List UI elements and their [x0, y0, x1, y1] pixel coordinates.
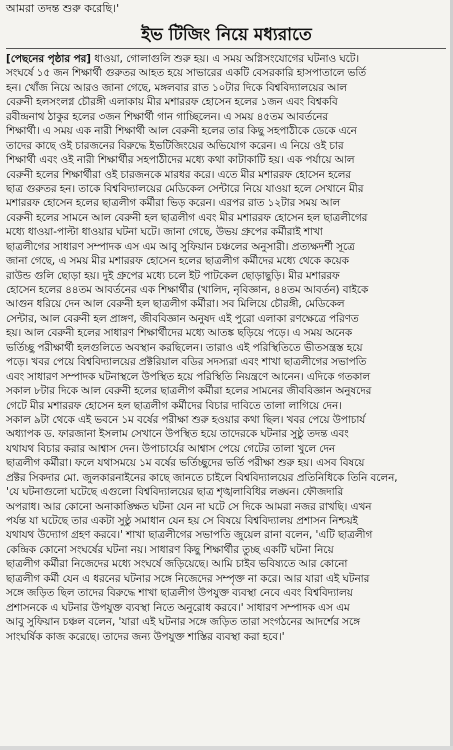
body-line: সকাল ৯টা থেকে এই ভবনে ১ম বর্ষের পরীক্ষা শুরু হওয়ার কথা ছিল। খবর পেয়ে উপাচার্য	[6, 413, 366, 426]
body-line: জানা গেছে, এ সময় মীর মশাররফ হোসেন হলের ছাত্রলীগ কর্মীদের মধ্যে থেকে কয়েক	[6, 255, 349, 268]
body-line: সাংঘর্ষিক কাজ করেছে। তাদের জন্য উপযুক্ত শাস্তির ব্যবস্থা করা হবে।'	[6, 630, 285, 643]
body-line: তাদের কাছে ওই চারজনের বিরুদ্ধে ইভটিজিংয়ের অভিযোগ করেন। এ নিয়ে ওই চার	[6, 139, 344, 152]
body-line: গেটে মীর মশাররফ হোসেন হল ছাত্রলীগ কর্মীদের বিচার দাবিতে তালা লাগিয়ে দেন।	[6, 399, 342, 412]
body-line: প্রশাসনকে এ ঘটনার উপযুক্ত ব্যবস্থা নিতে অনুরোধ করবে।' সাধারণ সম্পাদক এস এম	[6, 601, 350, 614]
body-line: প্রক্টর সিকদার মো. জুলকারনাইনের কাছে জানতে চাইলে বিশ্ববিদ্যালয়ের প্রতিনিধিকে তিনি বলেন,	[6, 471, 398, 484]
body-line: ছাত্রলীগের সাধারণ সম্পাদক এস এম আবু সুফিয়ান চঞ্চলের অনুসারী। প্রত্যক্ষদর্শী সূত্রে	[6, 240, 355, 253]
body-line: অপরাধ। আর কোনো অনাকাঙ্ক্ষিত ঘটনা যেন না ঘটে সে দিকে আমরা নজর রাখছি। এখন	[6, 500, 372, 513]
body-line: ভর্তিচ্ছু পরীক্ষার্থী হলগুলিতে অবস্থান করছিলেন। তারাও এই পরিস্থিতিতে ভীতসন্ত্রস্ত হয়ে	[6, 341, 363, 354]
body-line: বেরুনী হলের সামনে আল বেরুনী হল ছাত্রলীগ এবং মীর মশাররফ হোসেন হল ছাত্রলীগের	[6, 211, 368, 224]
body-line: পড়ে। খবর পেয়ে বিশ্ববিদ্যালয়ের প্রক্টরিয়াল বডির সদস্যরা এবং শাখা ছাত্রলীগের সভাপতি	[6, 356, 367, 369]
body-line: ছাত্রলীগ কর্মীরা নিজেদের মধ্যে সংঘর্ষে জড়িয়েছে। আমি চাইব ভবিষ্যতে আর কোনো	[6, 558, 348, 571]
headline-rule	[6, 48, 446, 49]
body-line: শিক্ষার্থী এবং ওই নারী শিক্ষার্থীর সহপাঠীদের মধ্যে কথা কাটাকাটি হয়। এক পর্যায়ে আল	[6, 154, 355, 167]
body-line: বেরুনী হলসংলগ্ন চৌরঙ্গী এলাকায় মীর মশাররফ হোসেন হলের ১জন এবং বিশ্বকবি	[6, 96, 338, 109]
article-headline: ইভ টিজিং নিয়ে মধ্যরাতে	[141, 25, 312, 45]
body-line: আগুন ধরিয়ে দেন আল বেরুনী হল ছাত্রলীগ কর্মীরা। সব মিলিয়ে চৌরঙ্গী, মেডিকেল	[6, 298, 345, 311]
body-line: ছাত্রলীগ কর্মী যেন এ ধরনের ঘটনার সঙ্গে নিজেদের সম্পৃক্ত না করে। আর যারা এই ঘটনার	[6, 572, 370, 585]
body-line: মশাররফ হোসেন হলের ছাত্রলীগ কর্মীরা ভিড় করেন। এরপর রাত ১২টার সময় আল	[6, 197, 341, 210]
clipping-edge-bottom	[0, 746, 453, 750]
body-line: অধ্যাপক ড. ফারজানা ইসলাম সেখানে উপস্থিত হয়ে তাদেরকে ঘটনার সুষ্ঠু তদন্ত এবং	[6, 428, 349, 441]
body-line: বেরুনী হলের শিক্ষার্থীরা ওই চারজনকে মারধর করে। এতে মীর মশাররফ হোসেন হলের	[6, 168, 351, 181]
body-line: হোসেন হলের ৪৪তম আবর্তনের এক শিক্ষার্থীর (খালিদ, নৃবিজ্ঞান, ৪৪তম আবর্তন) বাইকে	[6, 284, 369, 296]
body-line: শিক্ষার্থী। এ সময় এক নারী শিক্ষার্থী আল বেরুনী হলের তার কিছু সহপাঠীকে ডেকে এনে	[6, 125, 357, 138]
body-line: আবু সুফিয়ান চঞ্চল বলেন, 'যারা এই ঘটনার সঙ্গে জড়িত তারা সংগঠনের আদর্শের সঙ্গে	[6, 616, 360, 629]
body-line: সেন্টার, আল বেরুনী হল প্রাঙ্গণ, জীববিজ্ঞান অনুষদ এই পুরো এলাকা রণক্ষেত্রে পরিণত	[6, 312, 359, 325]
body-line: রবীন্দ্রনাথ ঠাকুর হলের ৩জন শিক্ষার্থী গান গাচ্ছিলেন। এ সময় ৪৫তম আবর্তনের	[6, 110, 329, 123]
body-line: সঙ্গে জড়িত ছিল তাদের বিরুদ্ধে শাখা ছাত্রলীগ উপযুক্ত ব্যবস্থা নেবে এবং বিশ্ববিদ্যালয়	[6, 587, 353, 600]
body-line: [পেছনের পৃষ্ঠার পর] ধাওয়া, গোলাগুলি শুরু হয়। এ সময় অগ্নিসংযোগের ঘটনাও ঘটে।	[6, 53, 360, 65]
body-line: পর্যন্ত যা ঘটেছে তার একটা সুষ্ঠু সমাধান যেন হয় সে বিষয়ে বিশ্ববিদ্যালয় প্রশাসন নিশ্চয়ই	[6, 515, 358, 527]
body-line: ছাত্র গুরুতর হন। তাকে বিশ্ববিদ্যালয়ের মেডিকেল সেন্টারে নিয়ে যাওয়া হলে সেখানে মীর	[6, 182, 364, 195]
body-line: রাউন্ড গুলি ছোড়া হয়। দুই গ্রুপের মধ্যে চলে ইট পাটকেল ছোড়াছুড়ি। মীর মশাররফ	[6, 269, 340, 282]
article-body	[6, 52, 446, 644]
previous-article-tail: আমরা তদন্ত শুরু করেছি।'	[6, 2, 120, 15]
body-line: হন। খোঁজ নিয়ে আরও জানা গেছে, মঙ্গলবার রাত ১০টার দিকে বিশ্ববিদ্যালয়ের আল	[6, 81, 347, 94]
body-line: যথাযথ উদ্যোগ গ্রহণ করবে।' শাখা ছাত্রলীগের সভাপতি জুয়েল রানা বলেন, 'এটি ছাত্রলীগ	[6, 529, 373, 542]
body-line: এবং সাধারণ সম্পাদক ঘটনাস্থলে উপস্থিত হয়ে পরিস্থিতি নিয়ন্ত্রণে আনেন। এদিকে গতকাল	[6, 370, 371, 383]
continued-label: [পেছনের পৃষ্ঠার পর]	[6, 53, 91, 65]
body-line: হয়। আল বেরুনী হলের সাধারণ শিক্ষার্থীদের মধ্যে আতঙ্ক ছড়িয়ে পড়ে। এ সময় অনেক	[6, 327, 353, 340]
body-line: 'যে ঘটনাগুলো ঘটেছে এগুলো বিশ্ববিদ্যালয়ের ছাত্র শৃঙ্খলাবিধির লঙ্ঘন। ফৌজদারি	[6, 486, 344, 499]
body-line: সংঘর্ষে ১৫ জন শিক্ষার্থী গুরুতর আহত হয়ে সাভারের একটি বেসরকারি হাসপাতালে ভর্তি	[6, 67, 367, 80]
body-line: সকাল ৮টার দিকে আল বেরুনী হলের ছাত্রলীগ কর্মীরা হলের সামনের জীববিজ্ঞান অনুষদের	[6, 385, 372, 398]
body-line: ছাত্রলীগ কর্মীরা। ফলে যথাসময়ে ১ম বর্ষের ভর্তিচ্ছুদের ভর্তি পরীক্ষা শুরু হয়। এসব বিষয়ে	[6, 457, 365, 470]
body-line: কেন্দ্রিক কোনো সংঘর্ষের ঘটনা নয়। সাধারণ কিছু শিক্ষার্থীর তুচ্ছ একটি ঘটনা নিয়ে	[6, 543, 334, 556]
body-line: মধ্যে ধাওয়া-পাল্টা ধাওয়ার ঘটনা ঘটে। জানা গেছে, উভয় গ্রুপের কর্মীরাই শাখা	[6, 226, 323, 239]
body-line: যথাযথ বিচার করার আশ্বাস দেন। উপাচার্যের আশ্বাস পেয়ে গেটের তালা খুলে দেন	[6, 442, 336, 455]
